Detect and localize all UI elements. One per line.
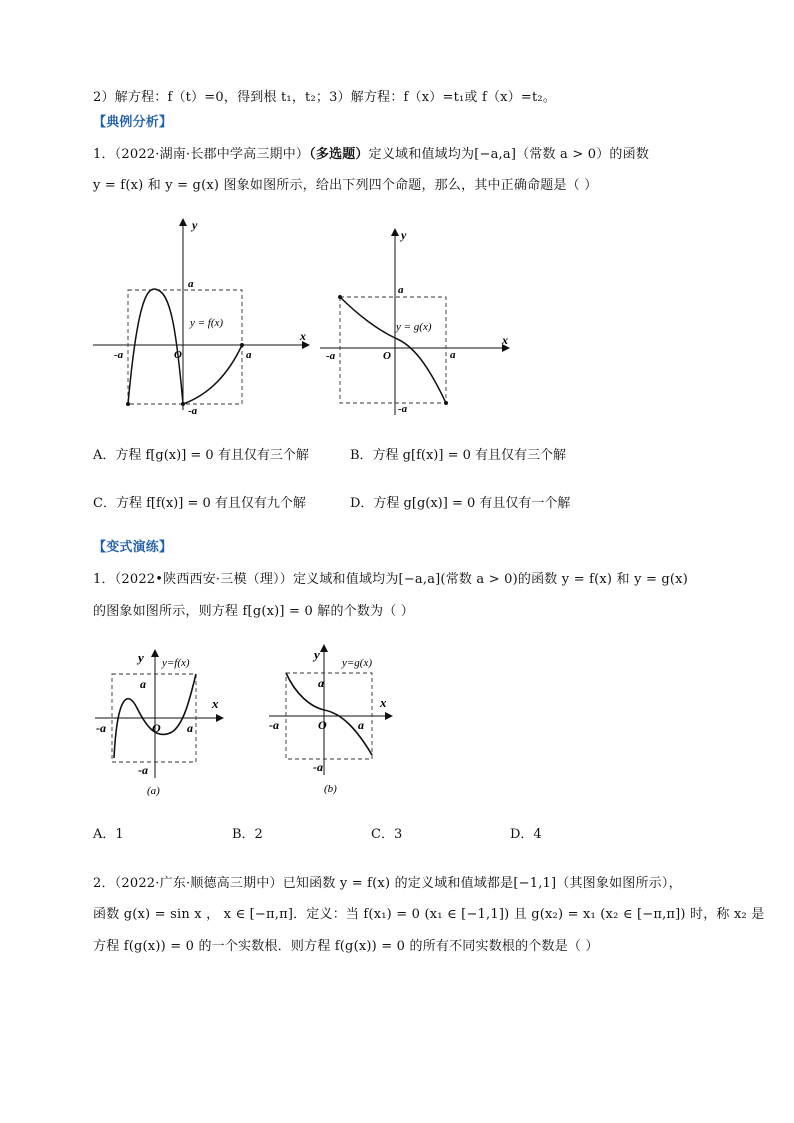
- neg-a-left-label: -a: [326, 350, 336, 362]
- neg-a-bottom-label: -a: [398, 403, 408, 415]
- y-label: y: [314, 647, 320, 662]
- curve-label: y=f(x): [162, 657, 190, 669]
- a-right-label: a: [187, 721, 193, 735]
- neg-a-bottom-label: -a: [138, 763, 148, 777]
- q1-option-a[interactable]: A．方程 f[g(x)] = 0 有且仅有三个解: [93, 448, 309, 463]
- q3-line1: 2．（2022·广东·顺德高三期中）已知函数 y = f(x) 的定义域和值域都是[−1,1]（其图象如图所示），: [93, 876, 682, 891]
- q1-line1-rest: 定义域和值域均为[−a,a]（常数 a > 0）的函数: [368, 147, 650, 162]
- a-right-label: a: [246, 349, 252, 361]
- q1-line2: y = f(x) 和 y = g(x) 图象如图所示，给出下列四个命题，那么，其中正确命题是（ ）: [93, 178, 598, 193]
- neg-a-bottom-label: -a: [188, 405, 198, 417]
- q1-line1: [93, 143, 649, 162]
- bounding-dashed-box: [340, 297, 446, 403]
- g-curve: [286, 673, 372, 755]
- q2-line2: 的图象如图所示，则方程 f[g(x)] = 0 解的个数为（ ）: [93, 604, 414, 619]
- x-label: x: [212, 696, 219, 711]
- section-heading-variants: 【变式演练】: [93, 540, 173, 555]
- a-top-label: a: [318, 676, 324, 690]
- section-heading-examples: 【典例分析】: [93, 115, 173, 130]
- origin-label: O: [383, 350, 391, 362]
- a-top-label: a: [140, 677, 146, 691]
- q2-option-d[interactable]: D．4: [510, 827, 542, 842]
- a-top-label: a: [398, 284, 404, 296]
- q1-graph-f: [88, 215, 318, 415]
- q2-graph-a: [92, 648, 232, 798]
- neg-a-left-label: -a: [96, 721, 106, 735]
- q2-graph-b: [266, 643, 406, 793]
- neg-a-left-label: -a: [269, 718, 279, 732]
- neg-a-bottom-label: -a: [313, 760, 323, 774]
- caption: (b): [324, 783, 337, 795]
- a-top-label: a: [188, 278, 194, 290]
- x-label: x: [380, 695, 387, 710]
- q1-tag: （多选题）: [309, 147, 369, 162]
- y-label: y: [401, 228, 407, 242]
- x-label: x: [502, 333, 508, 347]
- q1-option-b[interactable]: B．方程 g[f(x)] = 0 有且仅有三个解: [350, 448, 566, 463]
- q1-prefix: 1．（2022·湖南·长郡中学高三期中）: [93, 147, 310, 162]
- a-right-label: a: [358, 718, 364, 732]
- f-curve: [128, 289, 242, 404]
- a-right-label: a: [450, 349, 456, 361]
- origin-label: O: [152, 721, 161, 735]
- q2-line1: 1．（2022•陕西西安·三模（理））定义域和值域均为[−a,a](常数 a > 0)的函数 y = f(x) 和 y = g(x): [93, 572, 688, 587]
- y-label: y: [192, 218, 198, 232]
- q1-option-c[interactable]: C．方程 f[f(x)] = 0 有且仅有九个解: [93, 496, 306, 511]
- bounding-dashed-box: [128, 290, 242, 404]
- origin-label: O: [174, 349, 182, 361]
- curve-label: y = g(x): [396, 321, 432, 333]
- intro-line: 2）解方程：f（t）=0，得到根 t₁，t₂；3）解方程：f（x）=t₁或 f（x）=t₂。: [93, 90, 557, 105]
- x-label: x: [300, 329, 306, 343]
- q1-graph-g: [318, 225, 518, 425]
- origin-label: O: [318, 718, 327, 732]
- q3-line2: 函数 g(x) = sin x ， x ∈ [−π,π]．定义：当 f(x₁) = 0 (x₁ ∈ [−1,1]) 且 g(x₂) = x₁ (x₂ ∈ [−π,π]) 时，称 x₂ 是: [93, 907, 765, 922]
- q1-option-d[interactable]: D．方程 g[g(x)] = 0 有且仅有一个解: [350, 496, 571, 511]
- q3-line3: 方程 f(g(x)) = 0 的一个实数根．则方程 f(g(x)) = 0 的所有不同实数根的个数是（ ）: [93, 939, 599, 954]
- y-label: y: [138, 650, 144, 665]
- g-curve: [340, 297, 446, 403]
- caption: (a): [147, 785, 160, 797]
- curve-label: y=g(x): [342, 657, 373, 669]
- neg-a-left-label: -a: [114, 349, 124, 361]
- q2-option-c[interactable]: C．3: [371, 827, 403, 842]
- q2-option-a[interactable]: A．1: [93, 827, 124, 842]
- curve-label: y = f(x): [190, 317, 224, 329]
- q2-option-b[interactable]: B．2: [232, 827, 263, 842]
